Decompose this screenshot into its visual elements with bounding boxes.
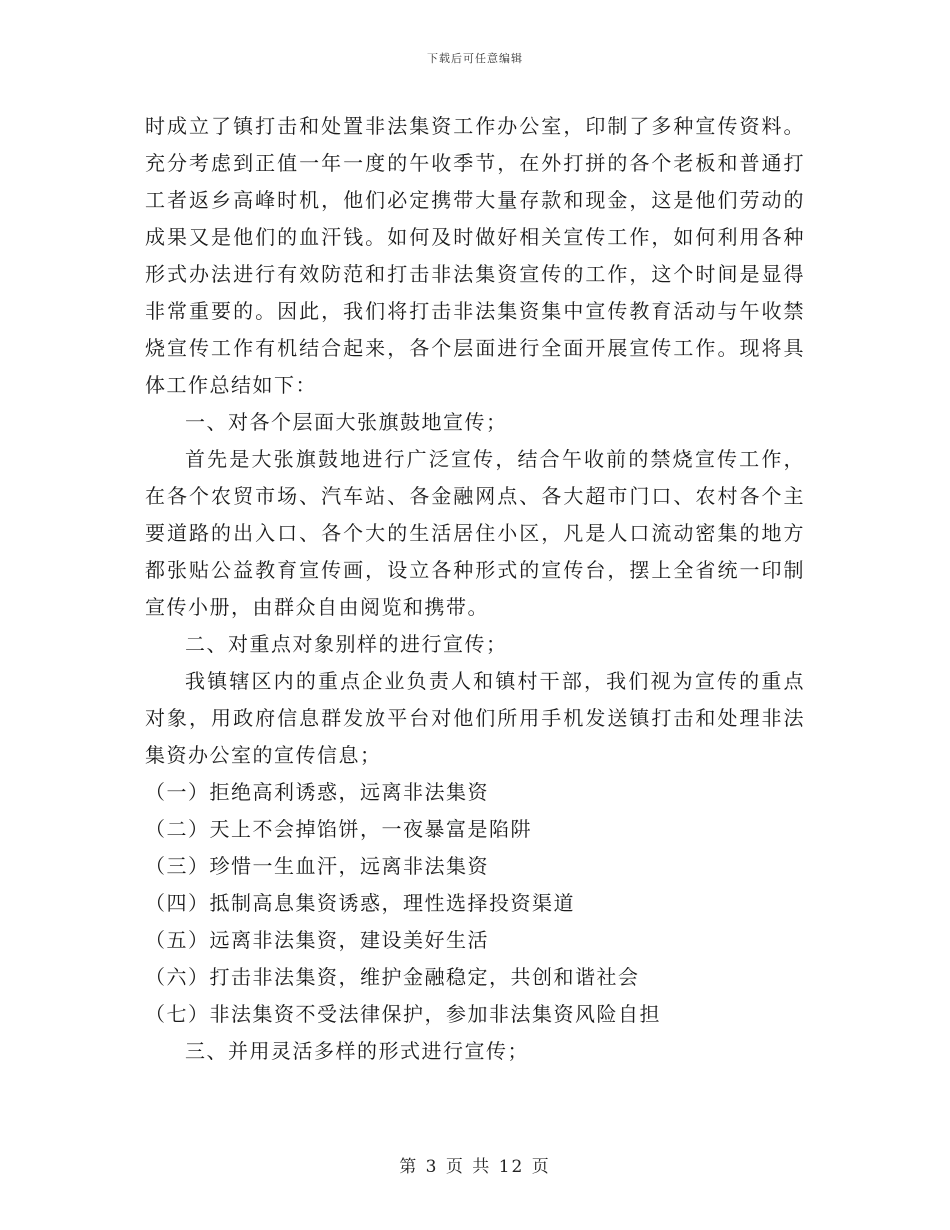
section-heading-1: 一、对各个层面大张旗鼓地宣传； xyxy=(185,410,508,434)
paragraph-section-2: 我镇辖区内的重点企业负责人和镇村干部，我们视为宣传的重点对象，用政府信息群发放平台对他们所用手机发送镇打击和处理非法集资办公室的宣传信息； xyxy=(145,669,805,767)
paragraph-section-1: 首先是大张旗鼓地进行广泛宣传，结合午收前的禁烧宣传工作，在各个农贸市场、汽车站、各金融网点、各大超市门口、农村各个主要道路的出入口、各个大的生活居住小区，凡是人口流动密集的地方都张贴公益教育宣传画，设立各种形式的宣传台，摆上全省统一印制宣传小册，由群众自由阅览和携带。 xyxy=(145,447,805,619)
slogan-item: （一）拒绝高利诱惑，远离非法集资 xyxy=(145,780,489,804)
slogan-item: （五）远离非法集资，建设美好生活 xyxy=(145,928,489,952)
document-body xyxy=(145,108,805,1070)
section-heading-3: 三、并用灵活多样的形式进行宣传； xyxy=(185,1039,529,1063)
section-heading-2: 二、对重点对象别样的进行宣传； xyxy=(185,632,508,656)
slogan-item: （二）天上不会掉馅饼，一夜暴富是陷阱 xyxy=(145,817,532,841)
slogan-item: （三）珍惜一生血汗，远离非法集资 xyxy=(145,854,489,878)
slogan-item: （六）打击非法集资，维护金融稳定，共创和谐社会 xyxy=(145,965,640,989)
slogan-item: （四）抵制高息集资诱惑，理性选择投资渠道 xyxy=(145,891,575,915)
slogan-item: （七）非法集资不受法律保护，参加非法集资风险自担 xyxy=(145,1002,661,1026)
page-header-note: 下载后可任意编辑 xyxy=(427,52,523,65)
paragraph-intro: 时成立了镇打击和处置非法集资工作办公室，印制了多种宣传资料。充分考虑到正值一年一度的午收季节，在外打拼的各个老板和普通打工者返乡高峰时机，他们必定携带大量存款和现金，这是他们劳动的成果又是他们的血汗钱。如何及时做好相关宣传工作，如何利用各种形式办法进行有效防范和打击非法集资宣传的工作，这个时间是显得非常重要的。因此，我们将打击非法集资集中宣传教育活动与午收禁烧宣传工作有机结合起来，各个层面进行全面开展宣传工作。现将具体工作总结如下： xyxy=(145,114,805,397)
page-number: 第 3 页 共 12 页 xyxy=(399,1157,551,1177)
